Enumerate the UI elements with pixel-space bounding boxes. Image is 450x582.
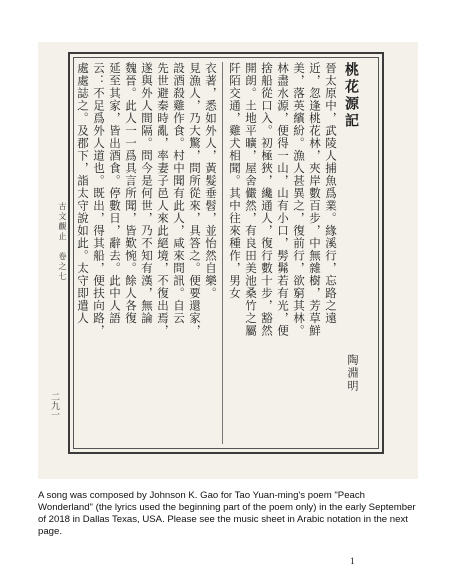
book-page-number: 二九一 — [49, 392, 59, 419]
text-column: 衣著，悉如外人，黃髮垂髫，並怡然自樂。 — [204, 62, 218, 300]
text-column: 近，忽逢桃花林，夾岸數百步，中無雜樹，芳草鮮 — [308, 62, 322, 337]
text-column: 阡陌交通，雞犬相聞。其中往來種作，男女 — [228, 62, 242, 300]
text-column: 魏晉。此人一一爲具言所聞，皆歎惋。餘人各復 — [124, 62, 138, 325]
poem-author: 陶淵明 — [346, 354, 359, 393]
text-column: 晉太原中，武陵人捕魚爲業。緣溪行，忘路之遠 — [324, 62, 338, 325]
text-column: 開朗。土地平曠，屋舍儼然，有良田美池桑竹之屬 — [244, 62, 258, 337]
text-column: 捨船從口入。初極狹，纔通人，復行數十步，豁然 — [260, 62, 274, 337]
book-gutter-label: 古文觀止 卷之七 — [58, 202, 67, 282]
text-column: 林盡水源，便得一山，山有小口，髣髴若有光，便 — [276, 62, 290, 337]
text-column: 延至其家，皆出酒食。停數日，辭去。此中人語 — [108, 62, 122, 325]
text-column: 遂與外人間隔。問今是何世，乃不知有漢，無論 — [140, 62, 154, 325]
page-frame — [68, 52, 384, 454]
scanned-book-page — [38, 42, 418, 479]
text-column: 先世避秦時亂，率妻子邑人來此絕境，不復出焉， — [156, 62, 170, 337]
text-column: 處處誌之。及郡下，詣太守說如此。太守即遣人 — [76, 62, 90, 325]
page-fold-divider — [222, 62, 223, 444]
page-number: 1 — [350, 556, 355, 566]
text-column: 設酒殺雞作食。村中聞有此人，咸來問訊。自云 — [172, 62, 186, 325]
text-column: 美，落英繽紛。漁人甚異之，復前行，欲窮其林。 — [292, 62, 306, 337]
caption-text: A song was composed by Johnson K. Gao for Tao Yuan-ming's poem "Peach Wonderland" (the lyrics used the beginning part of the poem only) in the early September of 2018 in Dallas Texas, USA. Please see the music sheet in Arabic notation in the next page. — [38, 490, 416, 537]
text-column: 云：不足爲外人道也。既出，得其船，便扶向路， — [92, 62, 106, 337]
poem-title: 桃花源記 — [343, 62, 359, 130]
text-column: 見漁人，乃大驚，問所從來，具答之。便要還家， — [188, 62, 202, 337]
